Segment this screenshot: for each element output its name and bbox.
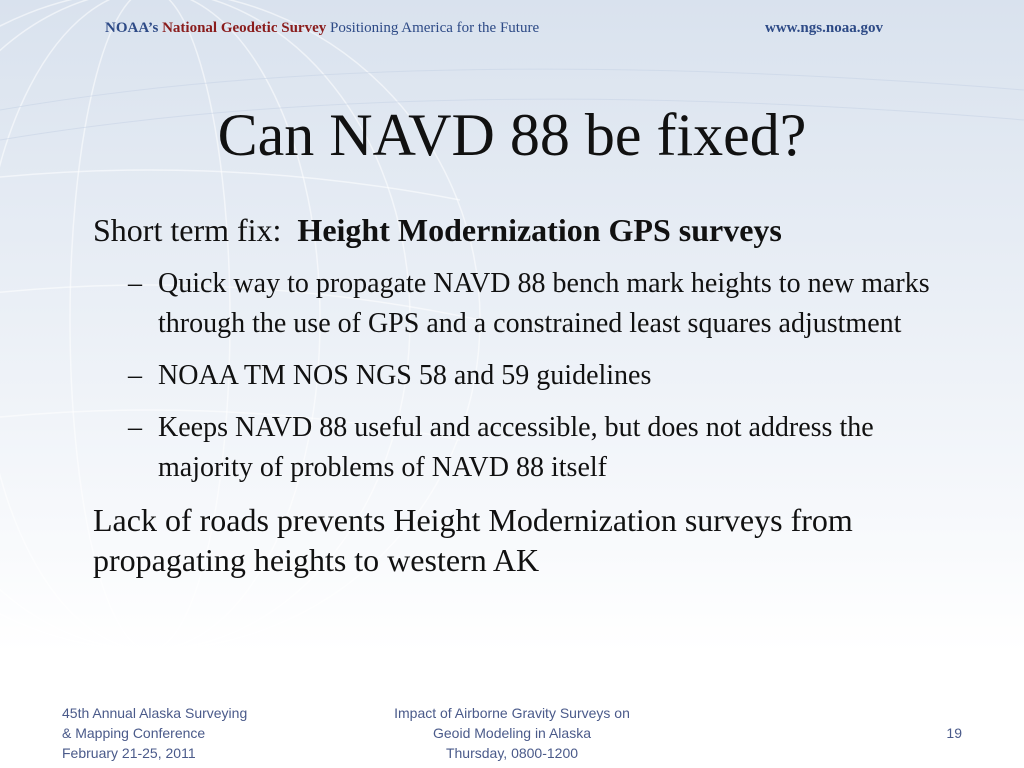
footer-line: February 21-25, 2011 [62, 745, 196, 761]
bullet-prefix: Short term fix: [93, 212, 282, 248]
footer-session [362, 703, 662, 763]
footer-line: & Mapping Conference [62, 725, 206, 741]
bullet-emphasis: Height Modernization GPS surveys [297, 212, 782, 248]
slide-header [0, 0, 1024, 44]
footer-line: Impact of Airborne Gravity Surveys on [394, 705, 630, 721]
dash-marker: – [128, 360, 142, 391]
sub-bullet-text: Keeps NAVD 88 useful and accessible, but does not address the majority of problems of NAVD 88 itself [158, 412, 874, 483]
sub-bullet-text: NOAA TM NOS NGS 58 and 59 guidelines [158, 360, 652, 391]
organization-banner [105, 20, 539, 37]
dash-marker: – [128, 412, 142, 443]
bullet-short-term-fix [93, 210, 973, 250]
website-link: www.ngs.noaa.gov [765, 20, 883, 36]
page-number: 19 [946, 725, 962, 741]
sub-bullet-useful [93, 408, 973, 488]
slide-title: Can NAVD 88 be fixed? [217, 102, 807, 168]
sub-bullet-guidelines [93, 356, 973, 396]
footer-line: Geoid Modeling in Alaska [433, 725, 591, 741]
sub-bullet-text: Quick way to propagate NAVD 88 bench mark heights to new marks through the use of GPS and a constrained least squares adjustment [158, 268, 930, 339]
footer-conference [62, 703, 302, 763]
noaa-label: NOAA’s [105, 20, 159, 36]
ngs-label: National Geodetic Survey [162, 20, 327, 36]
slide-body [93, 210, 973, 594]
bullet-lack-of-roads: Lack of roads prevents Height Modernization surveys from propagating heights to western AK [93, 502, 853, 578]
footer-line: Thursday, 0800-1200 [445, 745, 579, 761]
footer-line: 45th Annual Alaska Surveying [62, 705, 248, 721]
sub-bullet-propagate [93, 264, 973, 344]
tagline: Positioning America for the Future [329, 20, 540, 36]
dash-marker: – [128, 268, 142, 299]
